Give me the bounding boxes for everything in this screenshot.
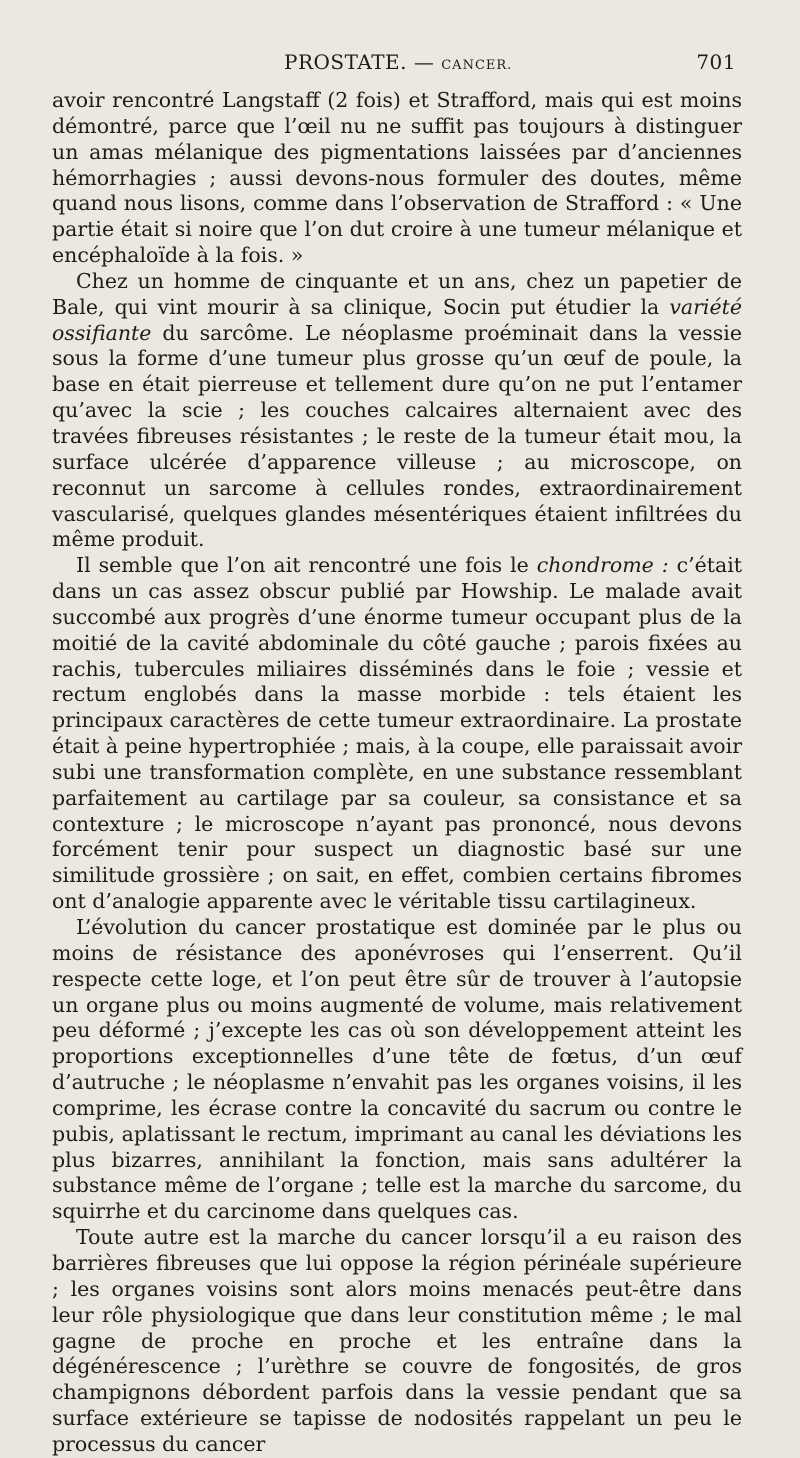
paragraph [52, 88, 742, 269]
text-segment: Il semble que l’on ait rencontré une fois le [76, 553, 537, 578]
running-title-main: PROSTATE. — [284, 50, 442, 74]
italic-term: variété ossifiante [52, 294, 742, 345]
running-header [52, 50, 742, 82]
italic-term: chondrome : [536, 553, 669, 578]
text-segment: L’évolution du cancer prostatique est dominée par le plus ou moins de résistance des aponévroses qui l’enserrent. Qu’il respecte cette loge, et l’on peut être sûr de trouver à l’autopsie un organe plus ou moins augmenté de volume, mais relativement peu déformé ; j’excepte les cas où son développement atteint les proportions exceptionnelles d’une tête de fœtus, d’un œuf d’autruche ; le néoplasme n’envahit pas les organes voisins, il les comprime, les écrase contre la concavité du sacrum ou contre le pubis, aplatissant le rectum, imprimant au canal les déviations les plus bizarres, annihilant la fonction, mais sans adultérer la substance même de l’organe ; telle est la marche du sarcome, du squirrhe et du carcinome dans quelques cas. [52, 915, 742, 1224]
text-segment: Toute autre est la marche du cancer lorsqu’il a eu raison des barrières fibreuses que lui oppose la région périnéale supérieure ; les organes voisins sont alors moins menacés peut-être dans leur rôle physiologique que dans leur constitution même ; le mal gagne de proche en proche et les entraîne dans la dégénérescence ; l’urèthre se couvre de fongosités, de gros champignons débordent parfois dans la vessie pendant que sa surface extérieure se tapisse de nodosités rappelant un peu le processus du cancer [52, 1225, 742, 1456]
paragraph [52, 553, 742, 915]
paragraph [52, 1225, 742, 1458]
paragraph [52, 915, 742, 1225]
paragraph [52, 269, 742, 553]
text-segment: avoir rencontré Langstaff (2 fois) et Strafford, mais qui est moins démontré, parce que l’œil nu ne suffit pas toujours à distinguer un amas mélanique des pigmentations laissées par d’anciennes hémorrhagies ; aussi devons-nous formuler des doutes, même quand nous lisons, comme dans l’observation de Strafford : « Une partie était si noire que l’on dut croire à une tumeur mélanique et encéphaloïde à la fois. » [52, 88, 742, 268]
text-segment: du sarcôme. Le néoplasme proéminait dans la vessie sous la forme d’une tumeur plus grosse qu’un œuf de poule, la base en était pierreuse et tellement dure qu’on ne put l’entamer qu’avec la scie ; les couches calcaires alternaient avec des travées fibreuses résistantes ; le reste de la tumeur était mou, la surface ulcérée d’apparence villeuse ; au microscope, on reconnut un sarcome à cellules rondes, extraordinairement vascularisé, quelques glandes mésentériques étaient infiltrées du même produit. [52, 320, 742, 552]
text-segment: c’était dans un cas assez obscur publié par Howship. Le malade avait succombé aux progrès d’une énorme tumeur occupant plus de la moitié de la cavité abdominale du côté gauche ; parois fixées au rachis, tubercules miliaires disséminés dans le foie ; vessie et rectum englobés dans la masse morbide : tels étaient les principaux caractères de cette tumeur extraordinaire. La prostate était à peine hypertrophiée ; mais, à la coupe, elle paraissait avoir subi une transformation complète, en une substance ressemblant parfaitement au cartilage par sa couleur, sa consistance et sa contexture ; le microscope n’ayant pas prononcé, nous devons forcément tenir pour suspect un diagnostic basé sur une similitude grossière ; on sait, en effet, combien certains fibromes ont d’analogie apparente avec le véritable tissu cartilagineux. [52, 553, 742, 914]
running-title-small: CANCER. [441, 58, 513, 73]
body-text [52, 88, 742, 1458]
text-segment: Chez un homme de cinquante et un ans, chez un papetier de Bale, qui vint mourir à sa clinique, Socin put étudier la [52, 268, 742, 319]
page-number: 701 [696, 50, 736, 74]
running-title [284, 50, 512, 74]
